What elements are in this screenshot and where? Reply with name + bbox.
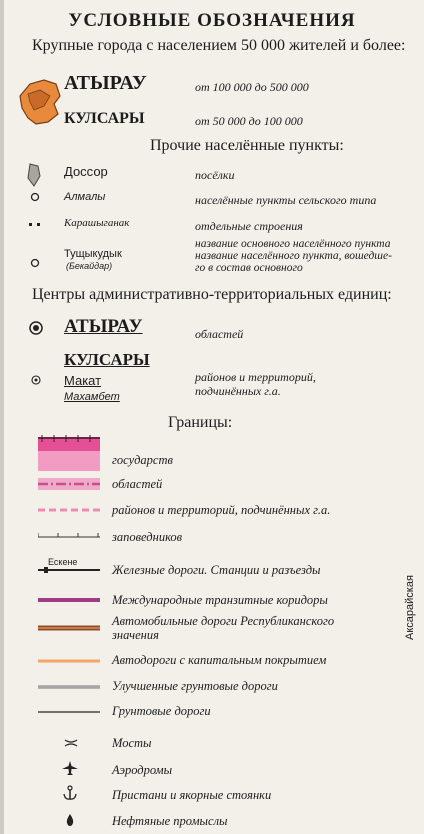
main-settlement-circle-icon <box>30 258 40 268</box>
state-border-ticks <box>38 435 100 443</box>
region-center-name: АТЫРАУ <box>64 316 143 337</box>
settlement-desc-4: название основного населённого пункта название населённого пункта, вошедше- го в состав основного <box>195 238 392 274</box>
settlement-desc-3: отдельные строения <box>195 219 303 233</box>
bridge-desc: Мосты <box>112 736 152 750</box>
anchor-icon <box>62 785 78 801</box>
village-circle-icon <box>30 192 40 202</box>
transit-corridor-desc: Международные транзитные коридоры <box>112 593 328 607</box>
side-map-label: Аксарайская <box>404 575 416 640</box>
large-cities-heading: Крупные города с населением 50 000 жителей и более: <box>32 37 406 54</box>
settlement-name-3: Карашыганак <box>64 217 130 229</box>
dirt-road-line <box>38 708 100 716</box>
harbor-desc: Пристани и якорные стоянки <box>112 788 272 802</box>
city-medium-desc: от 50 000 до 100 000 <box>195 114 303 128</box>
city-area-icon <box>14 74 66 128</box>
transit-corridor-line <box>38 596 100 604</box>
district-center-desc: районов и территорий, подчинённых г.а. <box>195 370 316 398</box>
admin-centers-heading: Центры административно-территориальных единиц: <box>32 286 392 303</box>
region-center-desc: областей <box>195 327 244 341</box>
reserve-border-desc: заповедников <box>112 530 183 544</box>
settlement-name-4: Тущыкудык <box>64 248 122 260</box>
settlement-shape-icon <box>24 162 44 188</box>
dirt-road-desc: Грунтовые дороги <box>112 704 211 718</box>
airfield-icon <box>62 761 78 775</box>
republic-road-desc: Автомобильные дороги Республиканского значения <box>112 614 335 642</box>
state-border-desc: государств <box>112 453 173 467</box>
paved-road-line <box>38 657 100 665</box>
bridge-icon <box>64 738 78 748</box>
district-border-line <box>38 506 100 514</box>
city-large-desc: от 100 000 до 500 000 <box>195 80 309 94</box>
paved-road-desc: Автодороги с капитальным покрытием <box>112 653 327 667</box>
borders-heading: Границы: <box>168 414 233 431</box>
improved-dirt-road-desc: Улучшенные грунтовые дороги <box>112 679 278 693</box>
region-border-line <box>38 480 100 488</box>
region-border-desc: областей <box>112 477 163 491</box>
reserve-border-line <box>38 531 100 541</box>
oil-field-desc: Нефтяные промыслы <box>112 814 228 828</box>
railway-desc: Железные дороги. Станции и разъезды <box>112 563 321 577</box>
settlement-name-1: Доссор <box>64 164 108 179</box>
page-edge <box>0 0 4 834</box>
improved-dirt-road-line <box>38 683 100 691</box>
city-large-name: АТЫРАУ <box>64 72 147 94</box>
airfield-desc: Аэродромы <box>112 763 173 777</box>
settlement-subname-4: (Бекайдар) <box>66 261 113 271</box>
district-center-icon <box>31 375 41 385</box>
settlement-desc-2: населённые пункты сельского типа <box>195 193 377 207</box>
railway-line <box>38 566 100 574</box>
settlement-desc-1: посёлки <box>195 168 235 182</box>
republic-road-line <box>38 623 100 633</box>
settlement-name-2: Алмалы <box>64 191 106 203</box>
station-label: Ескене <box>48 557 78 567</box>
building-dots-icon <box>28 220 44 228</box>
oil-field-icon <box>64 812 76 828</box>
city-medium-name: КУЛСАРЫ <box>64 110 145 127</box>
district-center-name: КУЛСАРЫ <box>64 350 150 369</box>
region-center-icon <box>28 320 44 336</box>
district-name-2: Макат <box>64 373 102 388</box>
district-name-3: Махамбет <box>64 391 120 403</box>
district-border-desc: районов и территорий, подчинённых г.а. <box>112 503 331 517</box>
page-title: УСЛОВНЫЕ ОБОЗНАЧЕНИЯ <box>68 10 356 31</box>
other-settlements-heading: Прочие населённые пункты: <box>150 137 344 154</box>
